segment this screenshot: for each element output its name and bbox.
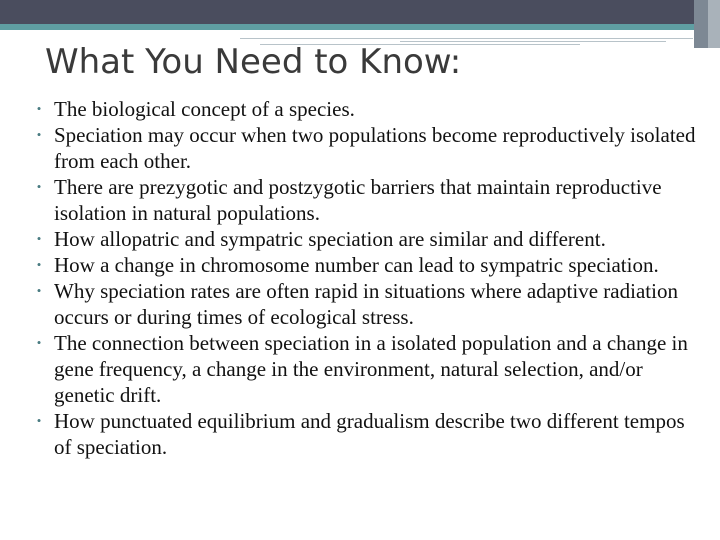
bullet-text: There are prezygotic and postzygotic barriers that maintain reproductive isolation in natural populations. <box>54 175 662 225</box>
bullet-dot-icon: • <box>36 101 42 116</box>
bullet-text: Speciation may occur when two populations become reproductively isolated from each other. <box>54 123 696 173</box>
bullet-item <box>36 174 704 226</box>
bullet-item <box>36 408 704 460</box>
bullet-text: How allopatric and sympatric speciation are similar and different. <box>54 227 606 251</box>
bullet-dot-icon: • <box>36 179 42 194</box>
bullet-item <box>36 122 704 174</box>
bullet-text: How punctuated equilibrium and gradualism describe two different tempos of speciation. <box>54 409 685 459</box>
bullet-dot-icon: • <box>36 335 42 350</box>
bullet-dot-icon: • <box>36 127 42 142</box>
bullet-item <box>36 226 704 252</box>
bullet-item <box>36 278 704 330</box>
bullet-text: The biological concept of a species. <box>54 97 355 121</box>
bullet-text: The connection between speciation in a isolated population and a change in gene frequency, a change in the environment, natural selection, and/or genetic drift. <box>54 331 688 407</box>
header-bar <box>0 0 720 24</box>
bullet-dot-icon: • <box>36 413 42 428</box>
decorative-line <box>240 38 693 39</box>
bullet-dot-icon: • <box>36 283 42 298</box>
accent-stripe <box>0 24 720 30</box>
bullet-item <box>36 252 704 278</box>
bullet-item <box>36 96 704 122</box>
slide-title: What You Need to Know: <box>45 42 462 82</box>
corner-decoration <box>694 0 720 48</box>
bullet-dot-icon: • <box>36 257 42 272</box>
bullet-text: How a change in chromosome number can lead to sympatric speciation. <box>54 253 659 277</box>
bullet-item <box>36 330 704 408</box>
bullet-list <box>36 96 704 460</box>
bullet-dot-icon: • <box>36 231 42 246</box>
bullet-text: Why speciation rates are often rapid in situations where adaptive radiation occurs or during times of ecological stress. <box>54 279 678 329</box>
